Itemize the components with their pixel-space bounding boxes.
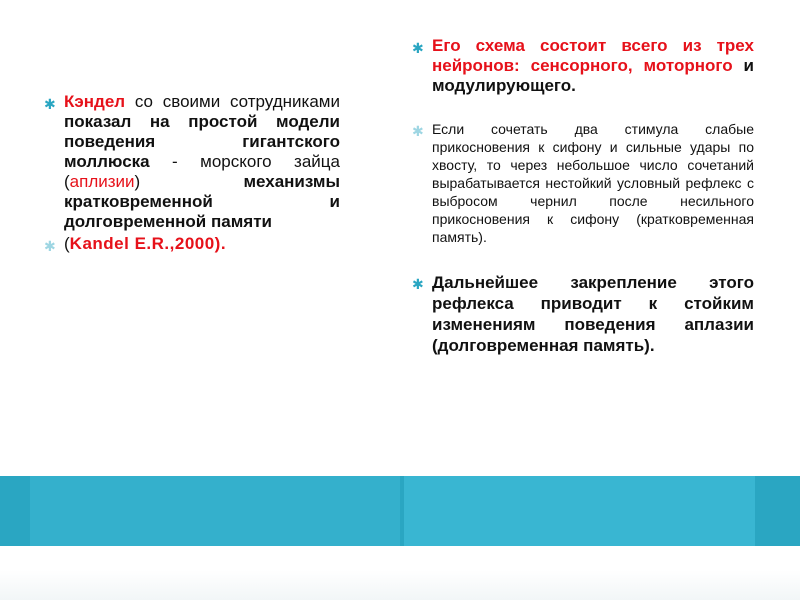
text-span: со своими сотрудниками (125, 92, 340, 111)
left-paragraph-2 (44, 234, 340, 254)
bullet-icon: ✱ (412, 123, 424, 139)
bottom-shade (0, 570, 800, 600)
text-span: Дальнейшее закрепление этого рефлекса приводит к стойким изменениям поведения аплазии (долговременная память). (432, 273, 754, 355)
bullet-icon: ✱ (44, 96, 56, 112)
right-paragraph-1 (412, 36, 754, 96)
left-paragraph-1 (44, 92, 340, 232)
text-span-bold: показал на простой модели поведения гигантского моллюска (64, 112, 340, 171)
kandel-name: Кэндел (64, 92, 126, 111)
right-column (412, 36, 754, 356)
text-span: Если сочетать два стимула слабые прикосновения к сифону и сильные удары по хвосту, то через небольшое число сочетаний вырабатывается нестойкий условный рефлекс с выбросом чернил после несильного прикосновения к сифону (кратковременная память). (432, 121, 754, 245)
right-paragraph-3 (412, 272, 754, 356)
text-span: ) (134, 172, 244, 191)
aplysia-term: аплизии (69, 172, 135, 191)
bullet-icon: ✱ (412, 276, 424, 292)
bullet-icon: ✱ (412, 40, 424, 56)
right-paragraph-2 (412, 120, 754, 246)
band-left-block (30, 476, 400, 546)
text-span: - морского зайца ( (64, 152, 340, 191)
band-right-block (404, 476, 755, 546)
text-span: и модулирующего. (432, 56, 754, 95)
decorative-band (0, 476, 800, 546)
scheme-text: Его схема состоит всего из трех нейронов: сенсорного, моторного (432, 36, 754, 75)
citation: Kandel E.R.,2000). (69, 234, 227, 253)
text-span: ( (64, 234, 70, 253)
left-column (44, 92, 340, 254)
bullet-icon: ✱ (44, 238, 56, 254)
text-span-bold: механизмы кратковременной и долговременной памяти (64, 172, 340, 231)
